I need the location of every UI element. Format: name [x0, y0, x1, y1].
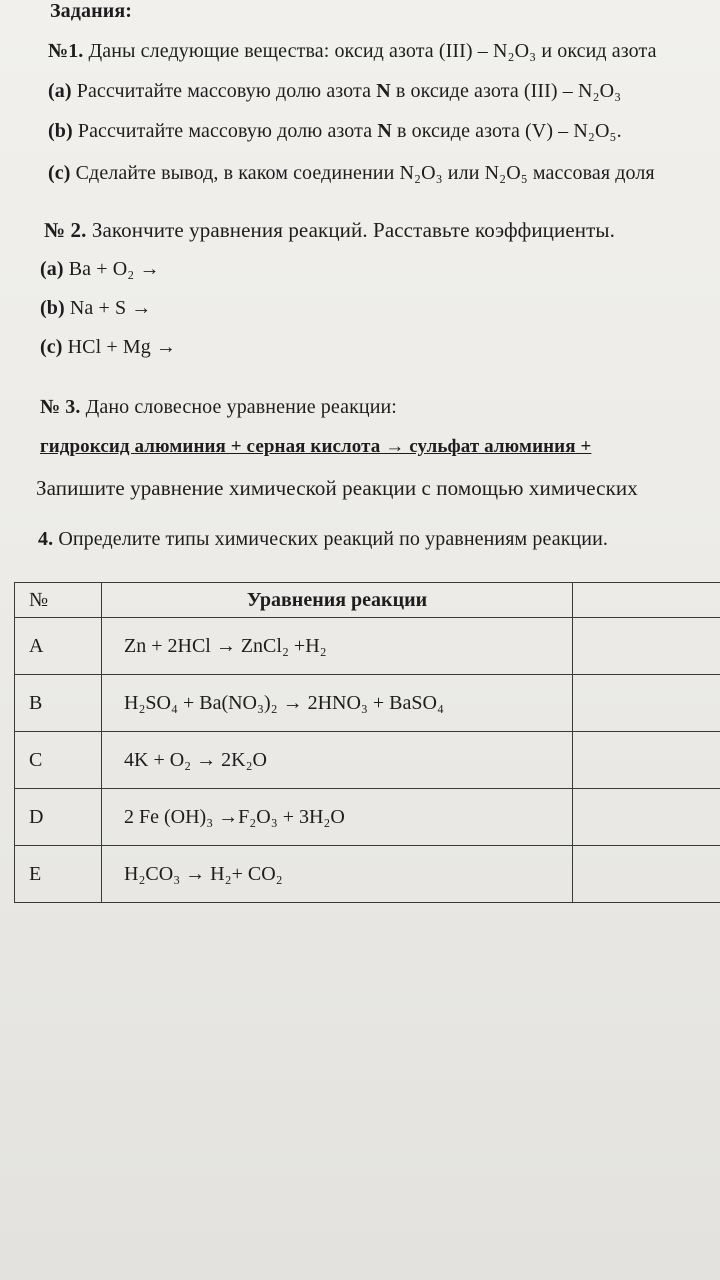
task1-statement [48, 40, 657, 63]
task2-statement [44, 218, 615, 243]
row-id: C [15, 732, 102, 789]
task1-b-tail: в оксиде азота (V) – N₂O₅. [396, 120, 622, 142]
task2-c-text: HCl + Mg → [67, 336, 177, 358]
task3-word-equation: гидроксид алюминия + серная кислота → сульфат алюминия + [40, 436, 592, 457]
row-equation: 2 Fe (OH)₃ →F₂O₃ + 3H₂O [102, 789, 573, 846]
task1-a-text: Рассчитайте массовую долю азота [76, 80, 372, 102]
table-row [15, 732, 720, 789]
task4-statement [38, 528, 608, 551]
header-type-empty [573, 583, 720, 618]
row-answer-cell [573, 732, 720, 789]
task4-number: 4. [38, 528, 54, 550]
task2-c-label: (c) [40, 336, 63, 358]
row-id: D [15, 789, 102, 846]
header-number: № [15, 583, 102, 618]
task1-b-label: (b) [48, 120, 73, 142]
task2-number: № 2. [44, 218, 87, 242]
task2-a-text: Ba + O₂ → [68, 258, 160, 280]
task3-instruction: Запишите уравнение химической реакции с помощью химических [36, 476, 638, 500]
reactions-table [14, 582, 720, 903]
task3-statement [40, 396, 397, 419]
row-answer-cell [573, 789, 720, 846]
row-id: E [15, 846, 102, 903]
task2-b-text: Na + S → [69, 297, 152, 319]
page-heading: Задания: [50, 0, 133, 22]
task1-number: №1. [48, 40, 84, 62]
table-row [15, 675, 720, 732]
task3-number: № 3. [40, 396, 81, 418]
task2-part-c [40, 336, 176, 359]
task1-part-b [48, 120, 622, 143]
row-id: B [15, 675, 102, 732]
task1-a-bold: N [376, 80, 391, 102]
task1-part-a [48, 80, 621, 103]
task1-b-bold: N [377, 120, 392, 142]
task1-a-tail: в оксиде азота (III) – N₂O₃ [395, 80, 622, 102]
task4-text: Определите типы химических реакций по уравнениям реакции. [58, 528, 609, 550]
task1-c-text: Сделайте вывод, в каком соединении N₂O₃ или N₂O₅ массовая доля [75, 162, 655, 184]
task3-text: Дано словесное уравнение реакции: [85, 396, 397, 418]
table-row [15, 789, 720, 846]
row-equation: H₂CO₃ → H₂+ CO₂ [102, 846, 573, 903]
task2-a-label: (a) [40, 258, 64, 280]
task1-b-text: Рассчитайте массовую долю азота [77, 120, 373, 142]
table-row [15, 846, 720, 903]
table-row [15, 618, 720, 675]
task2-text: Закончите уравнения реакций. Расставьте коэффициенты. [91, 218, 615, 242]
table-header-row [15, 583, 720, 618]
task1-part-c [48, 162, 655, 185]
row-equation: 4K + O₂ → 2K₂O [102, 732, 573, 789]
task1-text: Даны следующие вещества: оксид азота (III) – N₂O₃ и оксид азота [88, 40, 657, 62]
row-equation: Zn + 2HCl → ZnCl₂ +H₂ [102, 618, 573, 675]
task1-c-label: (c) [48, 162, 71, 184]
row-equation: H₂SO₄ + Ba(NO₃)₂ → 2HNO₃ + BaSO₄ [102, 675, 573, 732]
task2-part-a [40, 258, 160, 281]
task2-part-b [40, 297, 151, 320]
header-equation: Уравнения реакции [102, 583, 573, 618]
row-answer-cell [573, 675, 720, 732]
row-answer-cell [573, 618, 720, 675]
row-answer-cell [573, 846, 720, 903]
task2-b-label: (b) [40, 297, 65, 319]
row-id: A [15, 618, 102, 675]
task1-a-label: (a) [48, 80, 72, 102]
